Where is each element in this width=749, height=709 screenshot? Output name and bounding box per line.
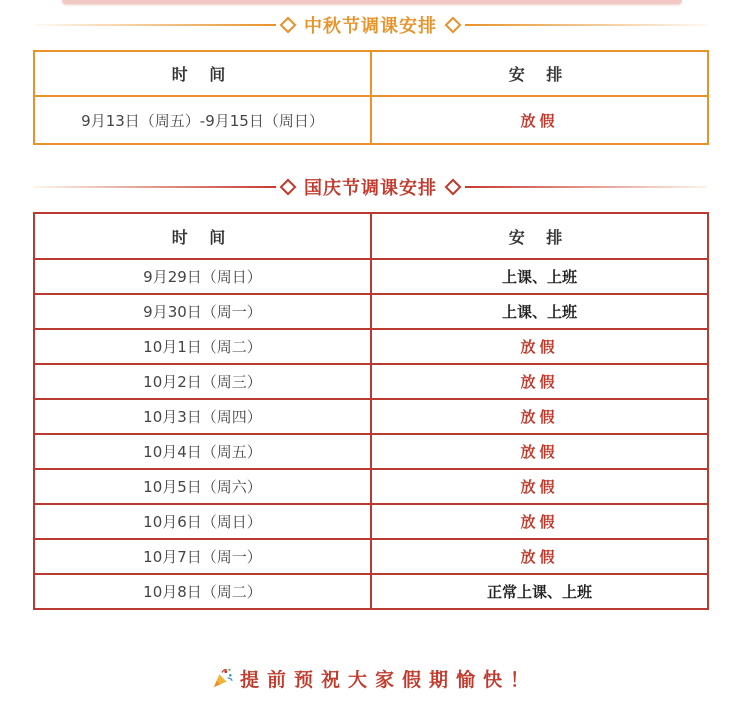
party-popper-icon xyxy=(212,667,234,689)
national-day-table xyxy=(33,212,709,610)
diamond-icon xyxy=(280,179,297,196)
plan-cell: 放假 xyxy=(371,504,708,539)
table-row xyxy=(34,434,708,469)
plan-cell: 放假 xyxy=(371,399,708,434)
plan-cell: 上课、上班 xyxy=(371,259,708,294)
time-cell: 9月30日（周一） xyxy=(34,294,371,329)
header-plan: 安 排 xyxy=(371,51,708,96)
table-row xyxy=(34,364,708,399)
header-time: 时 间 xyxy=(34,213,371,259)
time-cell: 9月29日（周日） xyxy=(34,259,371,294)
national-day-title: 国庆节调课安排 xyxy=(304,178,437,199)
plan-cell: 放假 xyxy=(371,469,708,504)
table-row xyxy=(34,539,708,574)
plan-cell: 正常上课、上班 xyxy=(371,574,708,609)
title-line-right xyxy=(465,186,707,188)
time-cell: 10月5日（周六） xyxy=(34,469,371,504)
national-day-section-title xyxy=(34,174,707,200)
time-cell: 10月6日（周日） xyxy=(34,504,371,539)
table-row xyxy=(34,574,708,609)
diamond-icon xyxy=(445,179,462,196)
plan-cell: 上课、上班 xyxy=(371,294,708,329)
table-row xyxy=(34,96,708,144)
table-row xyxy=(34,469,708,504)
plan-cell: 放假 xyxy=(371,539,708,574)
title-line-left xyxy=(34,186,276,188)
table-row xyxy=(34,294,708,329)
mid-autumn-table xyxy=(33,50,709,145)
mid-autumn-section-title xyxy=(34,12,707,38)
greeting-message: 提前预祝大家假期愉快！ xyxy=(239,668,537,691)
table-row xyxy=(34,504,708,539)
plan-cell: 放假 xyxy=(371,329,708,364)
plan-cell: 放假 xyxy=(371,96,708,144)
time-cell: 10月1日（周二） xyxy=(34,329,371,364)
mid-autumn-title: 中秋节调课安排 xyxy=(304,16,437,37)
table-row xyxy=(34,329,708,364)
header-plan: 安 排 xyxy=(371,213,708,259)
table-row xyxy=(34,259,708,294)
table-row xyxy=(34,399,708,434)
time-cell: 10月3日（周四） xyxy=(34,399,371,434)
table-header-row xyxy=(34,213,708,259)
time-cell: 9月13日（周五）-9月15日（周日） xyxy=(34,96,371,144)
time-cell: 10月7日（周一） xyxy=(34,539,371,574)
title-line-right xyxy=(465,24,707,26)
table-header-row xyxy=(34,51,708,96)
plan-cell: 放假 xyxy=(371,364,708,399)
plan-cell: 放假 xyxy=(371,434,708,469)
diamond-icon xyxy=(445,17,462,34)
time-cell: 10月4日（周五） xyxy=(34,434,371,469)
title-line-left xyxy=(34,24,276,26)
time-cell: 10月8日（周二） xyxy=(34,574,371,609)
header-time: 时 间 xyxy=(34,51,371,96)
diamond-icon xyxy=(280,17,297,34)
top-decor-bar xyxy=(62,0,682,4)
footer-greeting xyxy=(0,664,749,692)
time-cell: 10月2日（周三） xyxy=(34,364,371,399)
